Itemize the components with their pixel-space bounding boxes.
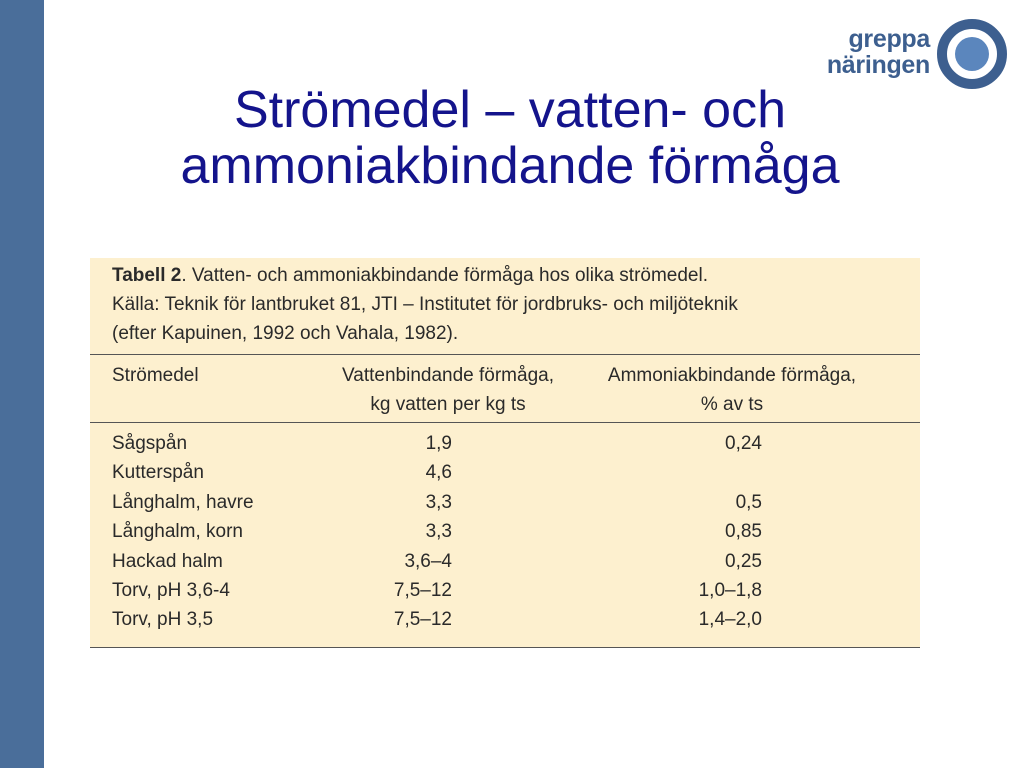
cell-material: Torv, pH 3,5 bbox=[112, 609, 214, 631]
cell-water: 7,5–12 bbox=[393, 609, 452, 631]
cell-material: Långhalm, korn bbox=[112, 521, 243, 543]
slide-title-line-2: ammoniakbindande förmåga bbox=[180, 137, 840, 195]
table-row bbox=[90, 605, 920, 634]
cell-water: 3,3 bbox=[425, 491, 452, 513]
caption-line-3: (efter Kapuinen, 1992 och Vahala, 1982). bbox=[112, 323, 459, 344]
cell-material: Torv, pH 3,6-4 bbox=[112, 579, 230, 601]
cell-material: Hackad halm bbox=[112, 550, 223, 572]
cell-ammonia: 1,0–1,8 bbox=[698, 579, 762, 601]
header-material: Strömedel bbox=[112, 365, 199, 386]
cell-ammonia: 0,24 bbox=[725, 433, 762, 454]
table-caption bbox=[112, 261, 738, 348]
table-rule-header bbox=[90, 422, 920, 423]
cell-water: 4,6 bbox=[425, 462, 452, 484]
bedding-table bbox=[90, 258, 920, 648]
table-row bbox=[90, 576, 920, 605]
slide-sidebar bbox=[0, 0, 44, 768]
logo-word-naringen: näringen bbox=[826, 51, 930, 79]
cell-water: 1,9 bbox=[425, 433, 452, 454]
cell-water: 3,3 bbox=[425, 521, 452, 543]
caption-label: Tabell 2 bbox=[112, 265, 182, 286]
table-row bbox=[90, 517, 920, 546]
slide-title-line-1: Strömedel – vatten- och bbox=[233, 81, 787, 139]
table-row bbox=[90, 458, 920, 487]
cell-ammonia: 0,25 bbox=[725, 550, 762, 572]
cell-material: Långhalm, havre bbox=[112, 491, 254, 513]
table-row bbox=[90, 547, 920, 576]
table-row bbox=[90, 429, 920, 458]
cell-ammonia: 1,4–2,0 bbox=[698, 609, 762, 631]
table-body bbox=[90, 429, 920, 635]
caption-line-1-text: . Vatten- och ammoniakbindande förmåga hos olika strömedel. bbox=[181, 265, 708, 286]
cell-ammonia: 0,5 bbox=[735, 491, 762, 513]
slide-title bbox=[60, 82, 960, 194]
logo-word-greppa: greppa bbox=[848, 25, 930, 53]
cell-water: 3,6–4 bbox=[404, 550, 452, 572]
cell-material: Sågspån bbox=[112, 433, 188, 454]
header-water-line-1: Vattenbindande förmåga, bbox=[342, 365, 554, 386]
header-ammonia-line-1: Ammoniakbindande förmåga, bbox=[607, 365, 857, 386]
cell-water: 7,5–12 bbox=[393, 579, 452, 601]
table-row bbox=[90, 488, 920, 517]
header-ammonia bbox=[590, 361, 874, 419]
caption-line-1 bbox=[112, 261, 738, 290]
cell-ammonia: 0,85 bbox=[725, 521, 762, 543]
caption-line-2: Källa: Teknik för lantbruket 81, JTI – Institutet för jordbruks- och miljöteknik bbox=[112, 294, 738, 315]
header-ammonia-line-2: % av ts bbox=[700, 394, 764, 415]
header-water bbox=[328, 361, 568, 419]
cell-material: Kutterspån bbox=[112, 462, 204, 484]
header-water-line-2: kg vatten per kg ts bbox=[370, 394, 526, 415]
logo-ring-icon bbox=[932, 16, 1008, 92]
table-rule-top bbox=[90, 354, 920, 355]
table-rule-bottom bbox=[90, 647, 920, 648]
